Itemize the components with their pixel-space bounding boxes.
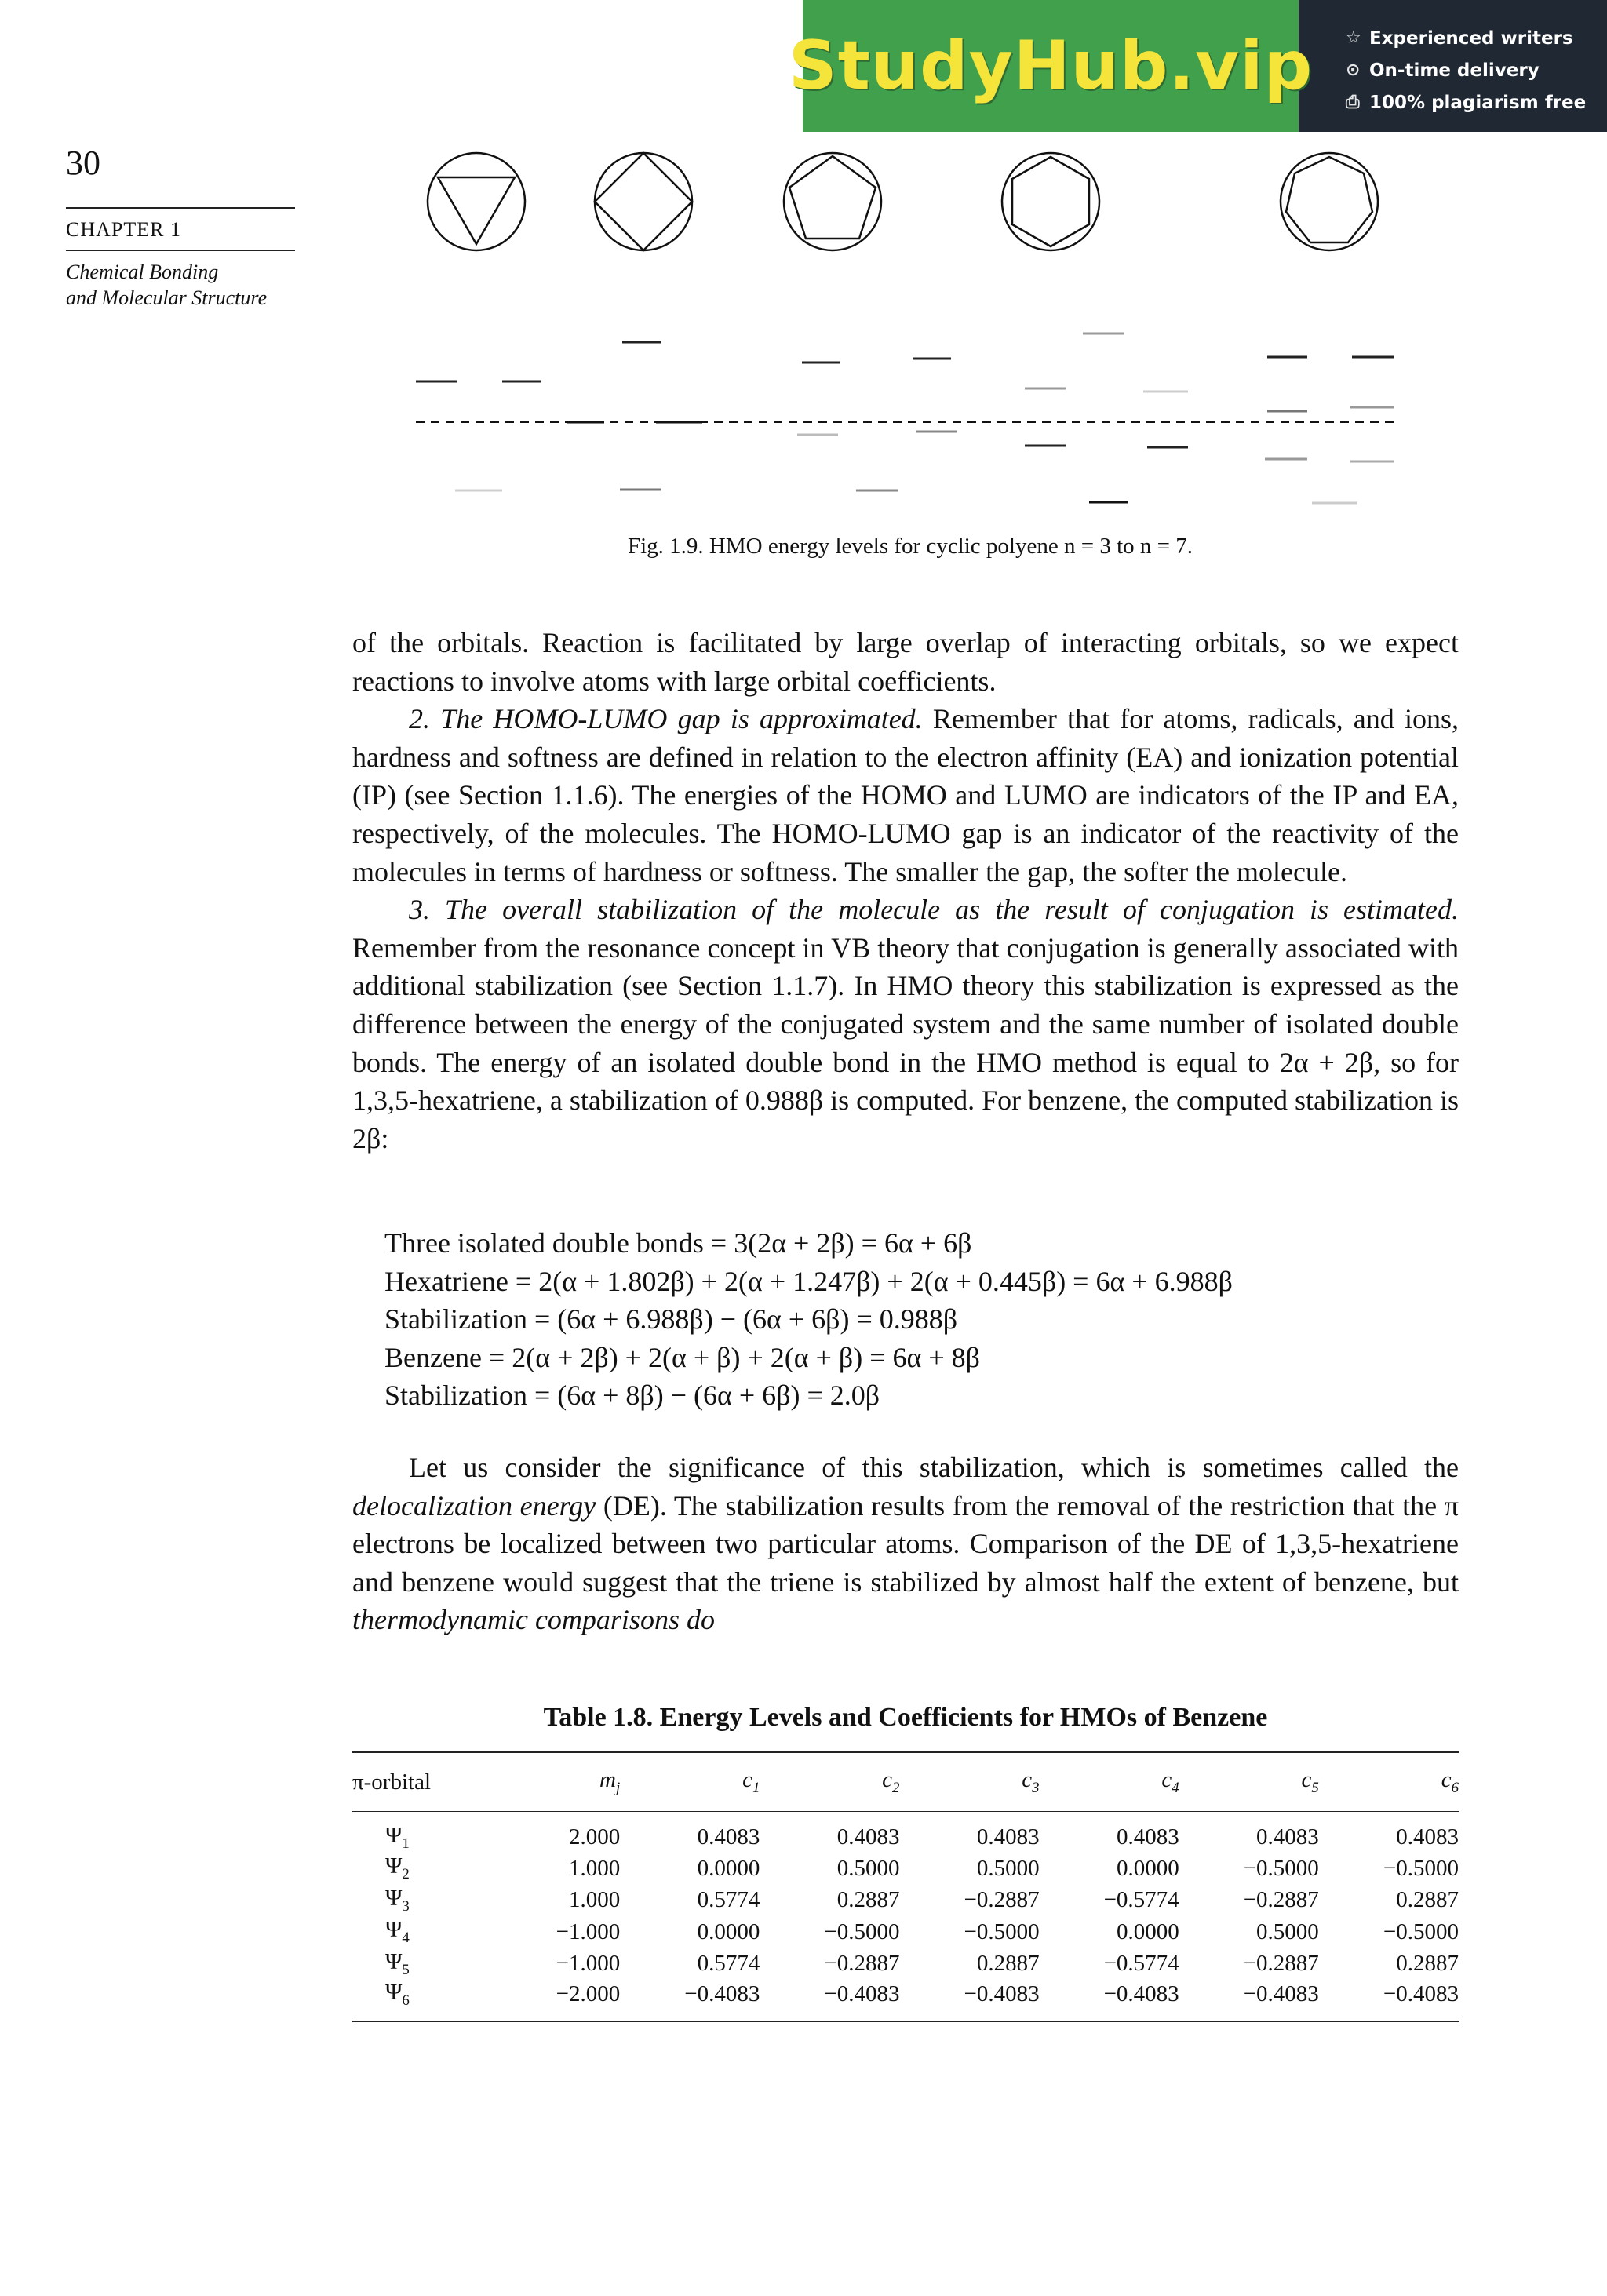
table-row <box>352 1980 1459 2021</box>
header-rule-bottom <box>66 250 295 251</box>
table-cell: 0.4083 <box>697 1824 760 1850</box>
table-cell: −0.5000 <box>1383 1855 1459 1881</box>
circle-n5 <box>784 153 881 250</box>
table-cell: −0.2887 <box>1243 1887 1319 1913</box>
header-text: c <box>1301 1767 1312 1793</box>
section-title <box>66 259 267 311</box>
header-text: c <box>1161 1767 1172 1793</box>
hmo-energy-diagram <box>392 141 1428 526</box>
table-cell: 0.5774 <box>697 1951 760 1977</box>
psi-symbol: Ψ <box>385 1853 403 1879</box>
page-number: 30 <box>66 144 100 182</box>
header-c2 <box>760 1752 899 1812</box>
table-cell: −1.000 <box>556 1919 621 1944</box>
table-row <box>352 1853 1459 1885</box>
paragraph-3 <box>352 891 1459 1157</box>
header-c3 <box>899 1752 1039 1812</box>
psi-symbol: Ψ <box>385 1917 403 1943</box>
paragraph-1: of the orbitals. Reaction is facilitated by large overlap of interacting orbitals, so we expect reactions to involve atoms with large orbital coefficients. <box>352 627 1459 697</box>
table-cell: −0.4083 <box>684 1981 760 2007</box>
table-cell: 0.4083 <box>1116 1824 1179 1850</box>
orbital-name <box>352 1812 501 1853</box>
paragraph-4-text-b: (DE). The stabilization results from the removal of the restriction that the π electrons be localized between two particular atoms. Comparison of the DE of 1,3,5-hexatriene and benzene would suggest that the triene is stabilized by almost half the extent of benzene, but <box>352 1489 1459 1598</box>
studyhub-logo[interactable] <box>788 0 1314 132</box>
table-cell: −0.5000 <box>1243 1855 1319 1881</box>
psi-symbol: Ψ <box>385 1885 403 1911</box>
hmo-table <box>352 1751 1459 2022</box>
table-cell: 0.5000 <box>976 1855 1040 1881</box>
circle-n3 <box>428 153 525 250</box>
table-cell: 2.000 <box>569 1824 621 1850</box>
feature-text: 100% plagiarism free <box>1369 92 1587 113</box>
header-sub: 4 <box>1172 1779 1179 1796</box>
paragraph-4 <box>352 1449 1459 1639</box>
logo-text: StudyHub.vip <box>788 27 1314 105</box>
table-cell: 0.0000 <box>697 1919 760 1944</box>
equation-line: Stabilization = (6α + 8β) − (6α + 6β) = 2.0β <box>384 1379 880 1412</box>
clock-icon: ⊙ <box>1346 60 1361 80</box>
levels-n5 <box>797 359 957 490</box>
psi-symbol: Ψ <box>385 1979 403 2005</box>
table-cell: 0.5000 <box>836 1855 900 1881</box>
psi-sub: 2 <box>402 1865 410 1882</box>
table-cell: 1.000 <box>569 1855 621 1881</box>
psi-sub: 3 <box>402 1897 410 1915</box>
body-text-block <box>352 624 1459 1157</box>
table-cell: 0.4083 <box>976 1824 1040 1850</box>
star-icon: ☆ <box>1346 28 1361 48</box>
shield-icon: ⎙ <box>1346 93 1360 112</box>
table-cell: −0.2887 <box>824 1951 900 1977</box>
table-cell: 0.5774 <box>697 1887 760 1913</box>
table-cell: −0.4083 <box>824 1981 900 2007</box>
triangle-polygon <box>438 177 515 244</box>
paragraph-3-lead: 3. The overall stabilization of the molecule as the result of conjugation is estimated. <box>409 894 1459 926</box>
table-row <box>352 1884 1459 1916</box>
paragraph-3-text: Remember from the resonance concept in VB theory that conjugation is generally associated with additional stabilization (see Section 1.1.7). In HMO theory this stabilization is expressed as the difference between the energy of the conjugated system and the same number of isolated double bonds. The energy of an isolated double bond in the HMO method is equal to 2α + 2β, so for 1,3,5-hexatriene, a stabilization of 0.988β is computed. For benzene, the computed stabilization is 2β: <box>352 931 1459 1154</box>
table-cell: −0.5000 <box>964 1919 1040 1944</box>
header-c6 <box>1319 1752 1459 1812</box>
hexagon-polygon <box>1012 157 1089 246</box>
orbital-name <box>352 1948 501 1980</box>
table-cell: 0.2887 <box>836 1887 900 1913</box>
benzene-hmo-table <box>352 1751 1459 2022</box>
header-text: c <box>1022 1767 1033 1793</box>
circle-n6 <box>1002 153 1099 250</box>
table-cell: 0.4083 <box>1396 1824 1459 1850</box>
table-cell: 1.000 <box>569 1887 621 1913</box>
equation-line: Three isolated double bonds = 3(2α + 2β) = 6α + 6β <box>384 1227 972 1259</box>
paragraph-2-lead: 2. The HOMO-LUMO gap is approximated. <box>409 703 923 735</box>
table-cell: −2.000 <box>556 1981 621 2007</box>
header-sub: 2 <box>892 1779 900 1796</box>
levels-n4 <box>567 342 702 490</box>
header-sub: 1 <box>752 1779 760 1796</box>
table-row <box>352 1948 1459 1980</box>
table-cell: 0.2887 <box>1396 1951 1459 1977</box>
levels-n7 <box>1265 357 1394 503</box>
header-text: c <box>882 1767 893 1793</box>
levels-n6 <box>1025 333 1188 502</box>
table-cell: 0.4083 <box>1256 1824 1319 1850</box>
table-cell: −0.5000 <box>1383 1919 1459 1944</box>
table-cell: −0.4083 <box>1383 1981 1459 2007</box>
table-cell: −0.5774 <box>1103 1887 1179 1913</box>
header-c1 <box>620 1752 760 1812</box>
header-sub: j <box>616 1779 621 1796</box>
header-rule-top <box>66 207 295 209</box>
heptagon-polygon <box>1286 157 1372 242</box>
equation-line: Hexatriene = 2(α + 1.802β) + 2(α + 1.247β) + 2(α + 0.445β) = 6α + 6.988β <box>384 1265 1233 1297</box>
table-cell: 0.4083 <box>836 1824 900 1850</box>
table-cell: −0.5774 <box>1103 1951 1179 1977</box>
paragraph-2-text: Remember that for atoms, radicals, and ions, hardness and softness are defined in relation to the electron affinity (EA) and ionization potential (IP) (see Section 1.1.6). The energies of the HOMO and LUMO are indicators of the IP and EA, respectively, of the molecules. The HOMO-LUMO gap is an indicator of the reactivity of the molecules in terms of hardness or softness. The smaller the gap, the softer the molecule. <box>352 703 1459 887</box>
table-cell: −0.2887 <box>1243 1951 1319 1977</box>
header-text: c <box>742 1767 752 1793</box>
table-cell: 0.0000 <box>697 1855 760 1881</box>
orbital-name <box>352 1853 501 1885</box>
table-row <box>352 1812 1459 1853</box>
table-cell: −1.000 <box>556 1951 621 1977</box>
levels-n3 <box>416 381 541 490</box>
figure-caption: Fig. 1.9. HMO energy levels for cyclic polyene n = 3 to n = 7. <box>628 534 1193 559</box>
header-mj <box>501 1752 620 1812</box>
header-sub: 5 <box>1311 1779 1319 1796</box>
table-header-row <box>352 1752 1459 1812</box>
feature-text: Experienced writers <box>1369 27 1573 49</box>
paragraph-4-italic-end: thermodynamic comparisons do <box>352 1604 715 1636</box>
header-pi-orbital <box>352 1752 501 1812</box>
hmo-energy-figure <box>392 141 1428 526</box>
feature-experienced-writers <box>1346 22 1607 54</box>
psi-sub: 5 <box>402 1961 410 1978</box>
header-text: m <box>599 1767 616 1793</box>
psi-sub: 1 <box>402 1835 410 1852</box>
circle-n4 <box>595 153 692 250</box>
section-title-line2: and Molecular Structure <box>66 286 268 309</box>
table-title: Table 1.8. Energy Levels and Coefficients for HMOs of Benzene <box>543 1703 1268 1732</box>
table-cell: −0.4083 <box>964 1981 1040 2007</box>
feature-on-time-delivery <box>1346 54 1607 86</box>
table-row <box>352 1916 1459 1948</box>
studyhub-banner[interactable] <box>788 0 1607 132</box>
paragraph-4-text-a: Let us consider the significance of this stabilization, which is sometimes called the <box>409 1452 1459 1483</box>
table-cell: 0.0000 <box>1116 1855 1179 1881</box>
stabilization-equations <box>384 1224 1233 1415</box>
feature-text: On-time delivery <box>1369 60 1540 81</box>
table-cell: 0.2887 <box>976 1951 1040 1977</box>
chapter-label: CHAPTER 1 <box>66 218 181 241</box>
psi-sub: 4 <box>402 1929 410 1946</box>
table-cell: −0.4083 <box>1243 1981 1319 2007</box>
orbital-name <box>352 1916 501 1948</box>
table-cell: 0.5000 <box>1256 1919 1319 1944</box>
table-cell: −0.2887 <box>964 1887 1040 1913</box>
psi-symbol: Ψ <box>385 1823 403 1848</box>
table-cell: −0.4083 <box>1103 1981 1179 2007</box>
pentagon-polygon <box>789 156 876 239</box>
equation-line: Stabilization = (6α + 6.988β) − (6α + 6β) = 0.988β <box>384 1303 958 1336</box>
psi-symbol: Ψ <box>385 1948 403 1974</box>
table-cell: 0.2887 <box>1396 1887 1459 1913</box>
circle-n7 <box>1281 153 1378 250</box>
orbital-name <box>352 1980 501 2021</box>
header-text: π-orbital <box>352 1769 431 1795</box>
body-text-block-2 <box>352 1449 1459 1639</box>
header-sub: 6 <box>1451 1779 1459 1796</box>
table-cell: 0.0000 <box>1116 1919 1179 1944</box>
orbital-name <box>352 1884 501 1916</box>
header-c4 <box>1040 1752 1179 1812</box>
paragraph-2 <box>352 700 1459 891</box>
psi-sub: 6 <box>402 1992 410 2009</box>
equation-line: Benzene = 2(α + 2β) + 2(α + β) + 2(α + β) = 6α + 8β <box>384 1341 980 1373</box>
section-title-line1: Chemical Bonding <box>66 261 219 283</box>
header-text: c <box>1441 1767 1452 1793</box>
banner-features <box>1299 0 1607 132</box>
header-sub: 3 <box>1032 1779 1040 1796</box>
table-cell: −0.5000 <box>824 1919 900 1944</box>
delocalization-energy-term: delocalization energy <box>352 1489 596 1522</box>
feature-plagiarism-free <box>1346 86 1607 118</box>
header-c5 <box>1179 1752 1319 1812</box>
